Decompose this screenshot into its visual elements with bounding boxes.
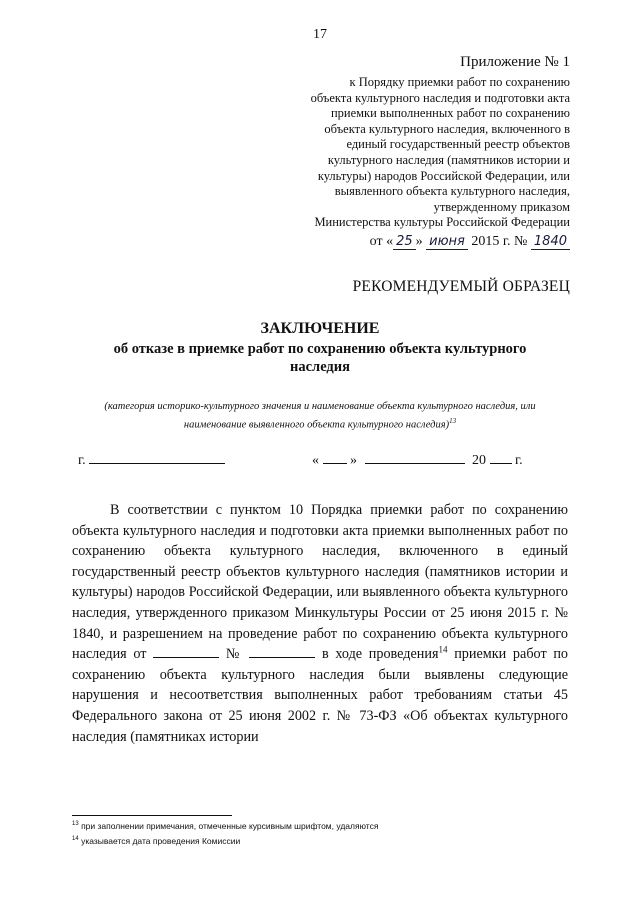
year-prefix: 20	[472, 453, 486, 468]
footnote-13	[72, 821, 378, 831]
body-paragraph	[72, 500, 568, 747]
appendix-reference-line: к Порядку приемки работ по сохранению	[349, 75, 570, 89]
appendix-reference-line: объекта культурного наследия и подготовки акта	[310, 90, 570, 105]
sample-label: РЕКОМЕНДУЕМЫЙ ОБРАЗЕЦ	[352, 278, 570, 295]
city-blank[interactable]	[89, 451, 225, 464]
appendix-reference-line: культуры) народов Российской Федерации, или	[317, 168, 570, 183]
date-open-quote: «	[312, 453, 319, 468]
category-hint-text: (категория историко-культурного значения и наименование объекта культурного наследия, или наименование выявленного объекта культурного наследия)	[104, 401, 536, 431]
appendix-reference-line: приемки выполненных работ по сохранению	[330, 106, 570, 121]
category-hint	[80, 400, 560, 433]
appendix-reference-line: утвержденному приказом	[433, 199, 570, 214]
footnote-text: указывается дата проведения Комиссии	[81, 836, 241, 846]
day-blank[interactable]	[323, 451, 347, 464]
footnote-divider	[72, 815, 232, 816]
permit-date-blank[interactable]	[153, 645, 219, 658]
year-suffix: г.	[515, 453, 523, 468]
footnote-text: при заполнении примечания, отмеченные курсивным шрифтом, удаляются	[81, 821, 379, 831]
approval-prefix: от «	[369, 234, 394, 249]
appendix-reference-line: объекта культурного наследия, включенного в	[324, 121, 570, 136]
document-title: ЗАКЛЮЧЕНИЕ	[260, 320, 380, 337]
permit-number-label: №	[225, 646, 243, 663]
date-close-quote: »	[350, 453, 357, 468]
year-blank[interactable]	[490, 451, 512, 464]
appendix-reference-line: единый государственный реестр объектов	[346, 137, 570, 152]
permit-number-blank[interactable]	[249, 645, 315, 658]
approval-day-handwritten: 25	[393, 234, 416, 250]
city-prefix: г.	[78, 453, 86, 468]
document-subtitle: об отказе в приемке работ по сохранению объекта культурного наследия	[113, 341, 527, 375]
body-text-part1: В соответствии с пунктом 10 Порядка приемки работ по сохранению объекта культурного наследия и подготовки акта приемки выполненных работ по сохранению объекта культурного наследия, включенного в единый государственный реестр объектов культурного наследия (памятников истории и культуры) народов Российской Федерации, или выявленного объекта культурного наследия, утвержденного приказом Минкультуры России от 25 июня 2015 г. № 1840, и разрешением на проведение работ по сохранению объекта культурного наследия от	[72, 502, 568, 663]
appendix-reference-line: выявленного объекта культурного наследия,	[334, 184, 570, 199]
city-field	[78, 451, 225, 469]
page-number: 17	[313, 27, 327, 42]
body-text-part2: в ходе проведения	[321, 646, 439, 663]
date-field	[312, 451, 523, 469]
appendix-reference-line: Министерства культуры Российской Федерации	[314, 215, 570, 230]
footnote-14	[72, 836, 240, 846]
approval-line	[370, 234, 570, 250]
approval-month-handwritten: июня	[426, 234, 468, 250]
month-blank[interactable]	[365, 451, 465, 464]
approval-sep: »	[415, 234, 423, 249]
approval-number-handwritten: 1840	[531, 234, 570, 250]
footnote-number: 14	[72, 836, 79, 843]
body-text-part3: приемки работ по сохранению объекта культурного наследия были выявлены следующие нарушения и несоответствия выполненных работ требованиям статьи 45 Федерального закона от 25 июня 2002 г. № 73-ФЗ «Об объектах культурного наследия (памятниках истории	[72, 646, 569, 745]
appendix-reference-line: культурного наследия (памятников истории и	[327, 152, 570, 167]
appendix-reference	[270, 75, 570, 231]
footnote-ref: 14	[438, 644, 448, 655]
footnote-number: 13	[72, 821, 79, 828]
footnote-ref: 13	[449, 417, 457, 425]
approval-year: 2015 г. №	[471, 234, 528, 249]
appendix-title: Приложение № 1	[460, 54, 570, 70]
